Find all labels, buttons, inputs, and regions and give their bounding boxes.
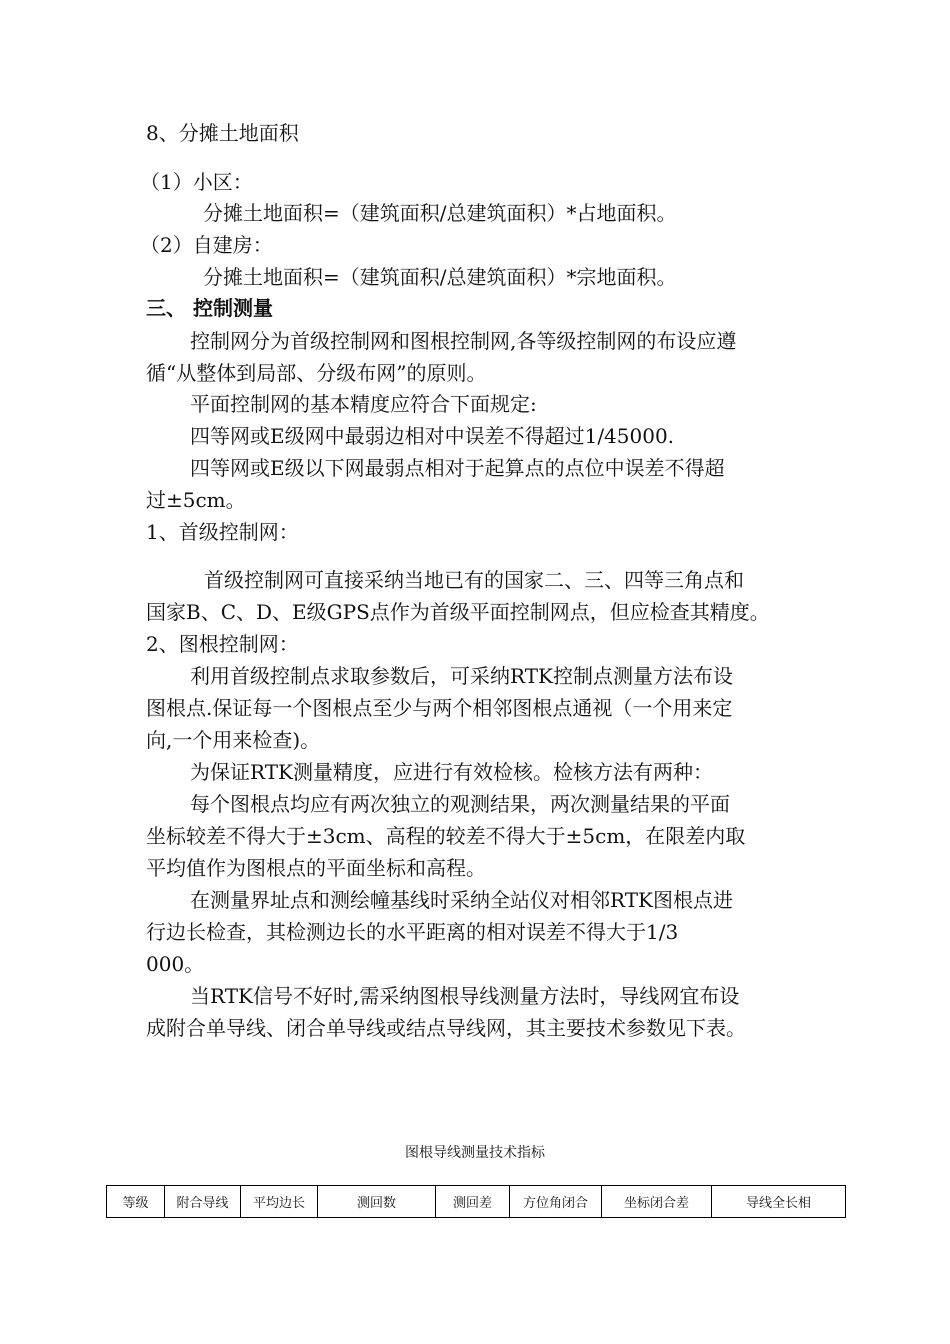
paragraph-line: 在测量界址点和测绘幢基线时采纳全站仪对相邻RTK图根点进 <box>190 888 733 912</box>
paragraph-line: 利用首级控制点求取参数后，可采纳RTK控制点测量方法布设 <box>190 664 733 688</box>
header-average-side-length: 平均边长 <box>241 1186 318 1218</box>
paragraph-line: 循“从整体到局部、分级布网”的原则。 <box>146 361 487 385</box>
subheading-community: （1）小区： <box>140 170 253 194</box>
subheading-self-built: （2）自建房： <box>140 233 273 257</box>
header-round-difference: 测回差 <box>436 1186 510 1218</box>
paragraph-line: 坐标较差不得大于±3cm、高程的较差不得大于±5cm，在限差内取 <box>146 824 746 848</box>
paragraph-line: 国家B、C、D、E级GPS点作为首级平面控制网点，但应检查其精度。 <box>146 600 770 624</box>
paragraph-line: 控制网分为首级控制网和图根控制网,各等级控制网的布设应遵 <box>190 329 737 353</box>
paragraph-line: 成附合单导线、闭合单导线或结点导线网，其主要技术参数见下表。 <box>146 1016 746 1040</box>
formula-community: 分摊土地面积=（建筑面积/总建筑面积）*占地面积。 <box>203 201 677 225</box>
section-heading-8: 8、分摊土地面积 <box>146 121 299 145</box>
header-number-of-rounds: 测回数 <box>318 1186 436 1218</box>
traverse-spec-table <box>106 1185 846 1218</box>
paragraph-line: 四等网或E级网中最弱边相对中误差不得超过1/45000. <box>190 424 675 448</box>
paragraph-line: 000。 <box>146 952 205 976</box>
header-connecting-traverse: 附合导线 <box>165 1186 241 1218</box>
paragraph-line: 为保证RTK测量精度，应进行有效检核。检核方法有两种： <box>190 760 713 784</box>
paragraph-line: 四等网或E级以下网最弱点相对于起算点的点位中误差不得超 <box>190 456 725 480</box>
paragraph-line: 平面控制网的基本精度应符合下面规定: <box>190 392 537 416</box>
paragraph-line: 向,一个用来检查)。 <box>146 728 321 752</box>
header-coordinate-closure: 坐标闭合差 <box>602 1186 712 1218</box>
table-caption: 图根导线测量技术指标 <box>405 1145 545 1161</box>
formula-self-built: 分摊土地面积=（建筑面积/总建筑面积）*宗地面积。 <box>203 265 677 289</box>
paragraph-line: 图根点.保证每一个图根点至少与两个相邻图根点通视（一个用来定 <box>146 696 733 720</box>
subsection-heading-1: 1、首级控制网： <box>146 520 299 544</box>
header-azimuth-closure: 方位角闭合 <box>510 1186 602 1218</box>
paragraph-line: 行边长检查，其检测边长的水平距离的相对误差不得大于1/3 <box>146 920 679 944</box>
paragraph-line: 当RTK信号不好时,需采纳图根导线测量方法时，导线网宜布设 <box>190 984 740 1008</box>
subsection-heading-2: 2、图根控制网： <box>146 632 299 656</box>
header-total-length-relative: 导线全长相 <box>712 1186 846 1218</box>
paragraph-line: 首级控制网可直接采纳当地已有的国家二、三、四等三角点和 <box>204 568 744 592</box>
section-heading-3: 三、 控制测量 <box>146 296 273 320</box>
header-grade: 等级 <box>107 1186 165 1218</box>
table-header-row <box>107 1186 846 1218</box>
paragraph-line: 每个图根点均应有两次独立的观测结果，两次测量结果的平面 <box>190 792 730 816</box>
paragraph-line: 过±5cm。 <box>146 488 246 512</box>
paragraph-line: 平均值作为图根点的平面坐标和高程。 <box>146 856 486 880</box>
